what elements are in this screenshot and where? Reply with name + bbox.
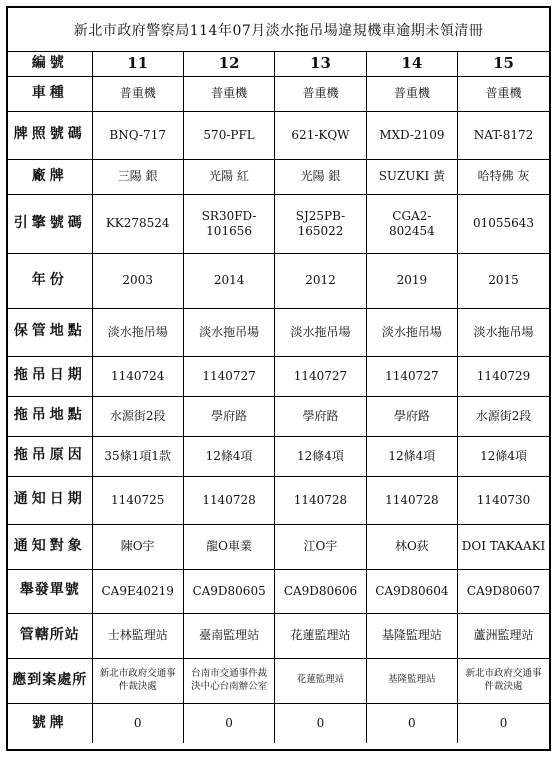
row-tow-reason	[8, 436, 549, 476]
cell-handler-3: 花蓮監理站	[275, 658, 366, 703]
cell-notice-target-4: 林O荻	[366, 524, 457, 569]
row-office	[8, 613, 549, 658]
cell-tow-date-2: 1140727	[183, 356, 274, 396]
row-ticket	[8, 569, 549, 613]
cell-office-2: 臺南監理站	[183, 613, 274, 658]
cell-year-1: 2003	[92, 253, 183, 308]
row-label-notice-date: 通知日期	[8, 476, 92, 524]
cell-notice-date-3: 1140728	[275, 476, 366, 524]
cell-handler-2: 台南市交通事件裁決中心台南辦公室	[183, 658, 274, 703]
cell-tow-place-3: 學府路	[275, 396, 366, 436]
cell-tow-date-4: 1140727	[366, 356, 457, 396]
row-label-storage: 保管地點	[8, 308, 92, 356]
cell-plate-3: 621-KQW	[275, 111, 366, 159]
cell-id-2: 12	[183, 52, 274, 76]
cell-plate-4: MXD-2109	[366, 111, 457, 159]
cell-tow-date-1: 1140724	[92, 356, 183, 396]
cell-brand-1: 三陽 銀	[92, 159, 183, 194]
row-label-notice-target: 通知對象	[8, 524, 92, 569]
cell-tow-date-3: 1140727	[275, 356, 366, 396]
row-label-office: 管轄所站	[8, 613, 92, 658]
row-label-ticket: 舉發單號	[8, 569, 92, 613]
cell-type-5: 普重機	[458, 76, 549, 111]
cell-id-3: 13	[275, 52, 366, 76]
row-label-tow-reason: 拖吊原因	[8, 436, 92, 476]
row-handler	[8, 658, 549, 703]
cell-type-4: 普重機	[366, 76, 457, 111]
cell-notice-target-5: DOI TAKAAKI	[458, 524, 549, 569]
cell-storage-1: 淡水拖吊場	[92, 308, 183, 356]
row-label-type: 車種	[8, 76, 92, 111]
cell-brand-4: SUZUKI 黃	[366, 159, 457, 194]
cell-plates-5: 0	[458, 703, 549, 743]
cell-tow-reason-2: 12條4項	[183, 436, 274, 476]
row-label-tow-place: 拖吊地點	[8, 396, 92, 436]
row-label-brand: 廠牌	[8, 159, 92, 194]
cell-tow-place-1: 水源街2段	[92, 396, 183, 436]
cell-year-3: 2012	[275, 253, 366, 308]
cell-storage-4: 淡水拖吊場	[366, 308, 457, 356]
cell-ticket-3: CA9D80606	[275, 569, 366, 613]
cell-engine-5: 01055643	[458, 194, 549, 253]
cell-plates-2: 0	[183, 703, 274, 743]
cell-ticket-1: CA9E40219	[92, 569, 183, 613]
cell-engine-2: SR30FD-101656	[183, 194, 274, 253]
cell-notice-date-2: 1140728	[183, 476, 274, 524]
row-label-id: 編號	[8, 52, 92, 76]
cell-office-1: 士林監理站	[92, 613, 183, 658]
cell-notice-date-1: 1140725	[92, 476, 183, 524]
cell-tow-reason-1: 35條1項1款	[92, 436, 183, 476]
cell-tow-reason-3: 12條4項	[275, 436, 366, 476]
cell-ticket-2: CA9D80605	[183, 569, 274, 613]
row-notice-target	[8, 524, 549, 569]
cell-plate-1: BNQ-717	[92, 111, 183, 159]
cell-type-1: 普重機	[92, 76, 183, 111]
cell-engine-3: SJ25PB-165022	[275, 194, 366, 253]
row-label-year: 年份	[8, 253, 92, 308]
cell-tow-date-5: 1140729	[458, 356, 549, 396]
cell-tow-reason-5: 12條4項	[458, 436, 549, 476]
cell-tow-reason-4: 12條4項	[366, 436, 457, 476]
cell-id-4: 14	[366, 52, 457, 76]
cell-handler-1: 新北市政府交通事件裁決處	[92, 658, 183, 703]
cell-year-4: 2019	[366, 253, 457, 308]
cell-year-5: 2015	[458, 253, 549, 308]
row-id	[8, 52, 549, 76]
row-label-plates: 號牌	[8, 703, 92, 743]
cell-office-4: 基隆監理站	[366, 613, 457, 658]
cell-office-5: 蘆洲監理站	[458, 613, 549, 658]
row-label-plate: 牌照號碼	[8, 111, 92, 159]
vehicle-table	[8, 52, 549, 743]
cell-notice-target-3: 江O宇	[275, 524, 366, 569]
row-year	[8, 253, 549, 308]
cell-storage-3: 淡水拖吊場	[275, 308, 366, 356]
cell-tow-place-4: 學府路	[366, 396, 457, 436]
row-label-handler: 應到案處所	[8, 658, 92, 703]
row-notice-date	[8, 476, 549, 524]
cell-ticket-4: CA9D80604	[366, 569, 457, 613]
cell-notice-target-2: 龍O車業	[183, 524, 274, 569]
cell-plates-3: 0	[275, 703, 366, 743]
row-type	[8, 76, 549, 111]
cell-brand-2: 光陽 紅	[183, 159, 274, 194]
row-tow-date	[8, 356, 549, 396]
row-engine	[8, 194, 549, 253]
row-plates	[8, 703, 549, 743]
row-brand	[8, 159, 549, 194]
cell-handler-5: 新北市政府交通事件裁決處	[458, 658, 549, 703]
cell-type-2: 普重機	[183, 76, 274, 111]
document-title: 新北市政府警察局114年07月淡水拖吊場違規機車逾期未領清冊	[8, 8, 549, 52]
cell-tow-place-5: 水源街2段	[458, 396, 549, 436]
cell-office-3: 花蓮監理站	[275, 613, 366, 658]
cell-tow-place-2: 學府路	[183, 396, 274, 436]
cell-storage-5: 淡水拖吊場	[458, 308, 549, 356]
cell-notice-date-5: 1140730	[458, 476, 549, 524]
row-label-engine: 引擎號碼	[8, 194, 92, 253]
cell-plate-2: 570-PFL	[183, 111, 274, 159]
cell-brand-3: 光陽 銀	[275, 159, 366, 194]
cell-type-3: 普重機	[275, 76, 366, 111]
cell-ticket-5: CA9D80607	[458, 569, 549, 613]
cell-year-2: 2014	[183, 253, 274, 308]
cell-brand-5: 哈特佛 灰	[458, 159, 549, 194]
row-label-tow-date: 拖吊日期	[8, 356, 92, 396]
row-tow-place	[8, 396, 549, 436]
cell-engine-1: KK278524	[92, 194, 183, 253]
cell-id-5: 15	[458, 52, 549, 76]
cell-id-1: 11	[92, 52, 183, 76]
cell-notice-date-4: 1140728	[366, 476, 457, 524]
cell-engine-4: CGA2-802454	[366, 194, 457, 253]
document-sheet	[6, 6, 551, 751]
row-plate	[8, 111, 549, 159]
cell-storage-2: 淡水拖吊場	[183, 308, 274, 356]
row-storage	[8, 308, 549, 356]
cell-plate-5: NAT-8172	[458, 111, 549, 159]
cell-handler-4: 基隆監理站	[366, 658, 457, 703]
cell-notice-target-1: 陳O宇	[92, 524, 183, 569]
cell-plates-4: 0	[366, 703, 457, 743]
cell-plates-1: 0	[92, 703, 183, 743]
